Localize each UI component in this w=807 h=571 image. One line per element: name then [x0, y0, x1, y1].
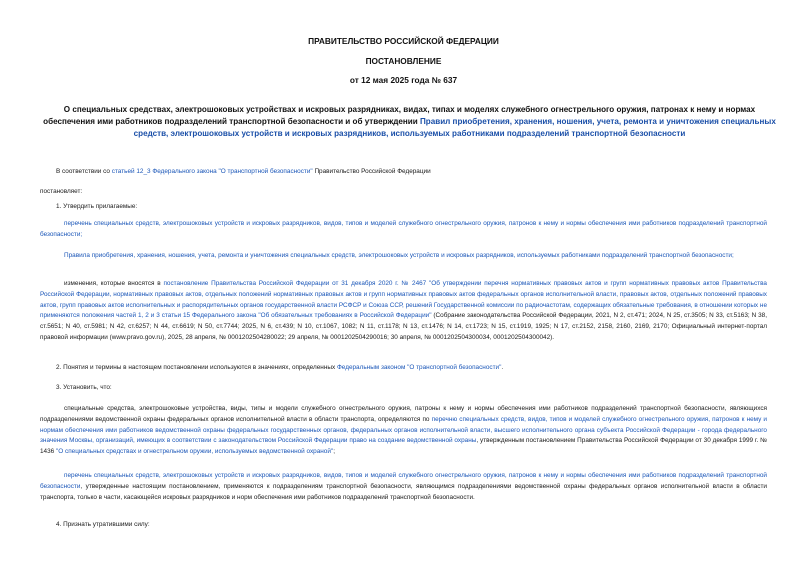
item-2 — [56, 362, 767, 373]
pravila-link-text[interactable]: Правила приобретения, хранения, ношения, учета, ремонта и уничтожения специальных средств, электрошоковых устройств и искровых разрядников, используемых работниками подразделений транспортной безопасности; — [64, 252, 734, 259]
document-title — [42, 104, 777, 140]
perechen-link-text[interactable]: перечень специальных средств, электрошоковых устройств и искровых разрядников, видов, типов и моделей служебного огнестрельного оружия, патронов к нему и нормы обеспечения ими работников подразделений транспортной безопасности; — [40, 220, 767, 238]
pravila-link[interactable] — [40, 250, 767, 261]
perechen-link[interactable] — [40, 218, 767, 240]
preamble-paragraph — [56, 166, 767, 177]
item-1: 1. Утвердить прилагаемые: — [56, 203, 138, 210]
preamble-suffix: Правительство Российской Федерации — [312, 168, 431, 175]
decides-text: постановляет: — [40, 188, 83, 195]
item-3a-middle: , утвержденным постановлением Правительства Российской Федерации от 30 декабря 1999 г. № 1436 — [40, 437, 768, 456]
transport-security-law-link[interactable]: Федеральным законом "О транспортной безопасности" — [336, 364, 502, 371]
vedomstvennaya-okhrana-perechen-link[interactable]: перечню специальных средств, видов, типов и моделей служебного огнестрельного оружия, патронов к нему и нормам обеспечения ими работников ведомственной охраны федеральных государственных органов, федеральных органов исполнительной власти, высшего исполнительного органа субъекта Российской Федерации - города федерального значения Москвы, организаций, имеющих в соответствии с законодательством Российской Федерации право на создание ведомственной охраны — [40, 415, 767, 445]
issuer-heading: ПРАВИТЕЛЬСТВО РОССИЙСКОЙ ФЕДЕРАЦИИ — [308, 36, 499, 46]
resolution-1436-link[interactable]: "О специальных средствах и огнестрельном оружии, используемых ведомственной охраной" — [56, 448, 334, 456]
date-number-heading: от 12 мая 2025 года № 637 — [349, 75, 458, 85]
item-3b-suffix: , утвержденные настоящим постановлением, применяются к подразделениям транспортной безопасности, являющимся подразделениями ведомственной охраны федеральных органов исполнительной власти в области транспорта, только в части, касающейся искровых разрядников и норм обеспечения ими работников подразделений транспортной безопасности. — [40, 482, 767, 501]
item-3-paragraph-b — [40, 471, 767, 503]
changes-suffix: (Собрание законодательства Российской Федерации, 2021, N 2, ст.471; 2024, N 25, ст.3505; N 33, ст.5163; N 38, ст.5651; N 40, ст.5981; N 42, ст.6257; N 44, ст.6619; N 50, ст.7744; 2025, N 6, ст.439; N 10, ст.1067, 1082; N 11, ст.1178; N 13, ст.1476; N 14, ст.1723; N 15, ст.1919, 1925; N 17, ст.2152, 2158, 2160, 2169, 2170; Официальный интернет-портал правовой информации (www.pravo.gov.ru), 2025, 28 апреля, № 0001202504280022; 29 апреля, № 0001202504290016; 30 апреля, № 0001202504300034, 0001202504300042). — [40, 312, 768, 341]
resolution-2467-link[interactable]: постановление Правительства Российской Федерации от 31 декабря 2020 г. № 2467 "Об утверждении перечня нормативных правовых актов и групп нормативных правовых актов Правительства Российской Федерации, нормативных правовых актов, отдельных положений нормативных правовых актов и групп нормативных правовых актов федеральных органов исполнительной власти, правовых актов, отдельных положений правовых актов, групп правовых актов исполнительных и распорядительных органов государственной власти РСФСР и Союза ССР, решений Государственной комиссии по радиочастотам, содержащих обязательные требования, в отношении которых не применяются положения частей 1, 2 и 3 статьи 15 Федерального закона "Об обязательных требованиях в Российской Федерации" — [40, 280, 767, 320]
item-3-paragraph-a — [40, 404, 767, 458]
law-article-link[interactable]: статьей 12_3 Федерального закона "О транспортной безопасности" — [111, 168, 313, 175]
document-type-heading: ПОСТАНОВЛЕНИЕ — [365, 56, 442, 66]
rules-title-link[interactable]: Правил приобретения, хранения, ношения, учета, ремонта и уничтожения специальных средств, электрошоковых устройств и искровых разрядников, используемых работниками подразделений транспортной безопасности — [133, 117, 776, 138]
item-3a-suffix: ; — [333, 448, 335, 456]
item-3: 3. Установить, что: — [56, 384, 112, 391]
changes-paragraph — [40, 279, 767, 344]
item-2-prefix: 2. Понятия и термины в настоящем постановлении используются в значениях, определенных — [56, 364, 337, 371]
preamble-prefix: В соответствии со — [56, 168, 112, 175]
changes-prefix: изменения, которые вносятся в — [64, 280, 164, 287]
item-2-suffix: . — [501, 364, 504, 371]
item-4: 4. Признать утратившими силу: — [56, 521, 150, 528]
perechen-self-link[interactable]: перечень специальных средств, электрошоковых устройств и искровых разрядников, видов, типов и моделей служебного огнестрельного оружия, патронов к нему и нормы обеспечения ими работников подразделений транспортной безопасности — [40, 472, 767, 490]
title-text: О специальных средствах, электрошоковых устройствах и искровых разрядниках, видах, типах и моделях служебного огнестрельного оружия, патронах к нему и нормах обеспечения ими работников подразделений транспортной безопасности и об утверждении — [43, 105, 756, 126]
item-3a-prefix: специальные средства, электрошоковые устройства, виды, типы и модели служебного огнестрельного оружия, патроны к нему и нормы обеспечения ими работников подразделений транспортной безопасности, являющихся подразделениями ведомственной охраны федеральных органов исполнительной власти в области транспорта, определяются по — [40, 405, 767, 423]
